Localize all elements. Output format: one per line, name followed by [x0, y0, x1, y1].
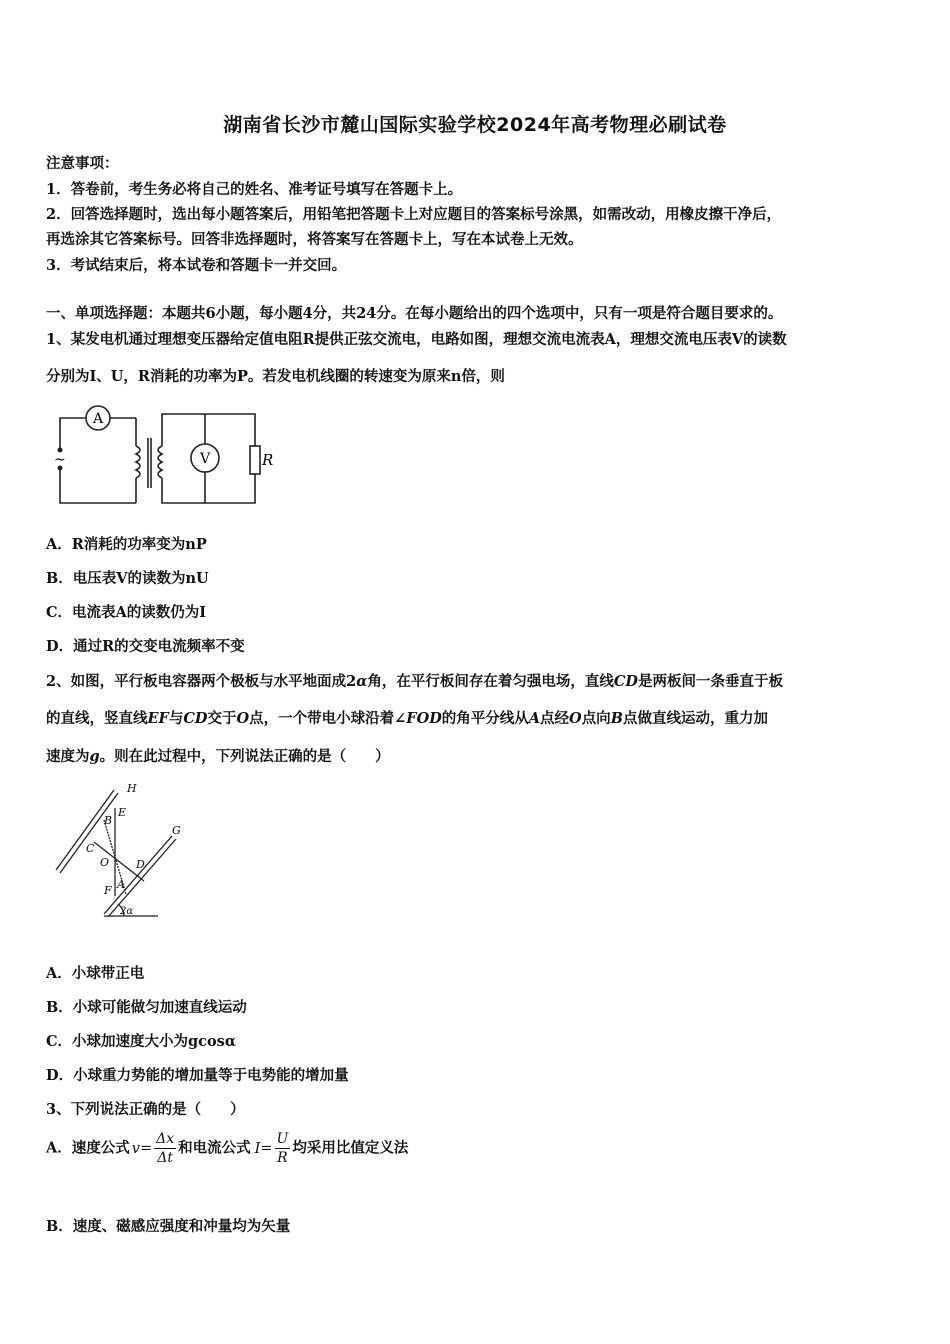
q2-text: 的直线，竖直线 [46, 710, 148, 727]
label-o: O [100, 856, 110, 869]
q2-text: 2、如图，平行板电容器两个极板与水平地面成2 [46, 673, 357, 690]
q2-text: 是两板间一条垂直于板 [637, 673, 783, 690]
q2-text: 点向 [581, 710, 611, 727]
q3-option-b: B．速度、磁感应强度和冲量均为矢量 [46, 1218, 291, 1235]
label-a: A [117, 878, 125, 891]
q2-text: 与 [168, 710, 184, 727]
page-title: 湖南省长沙市麓山国际实验学校2024年高考物理必刷试卷 [223, 114, 727, 136]
q3-stem: 3、下列说法正确的是（ ） [46, 1101, 245, 1118]
frac-numerator: U [276, 1131, 289, 1147]
frac-numerator: Δx [156, 1131, 175, 1147]
q1-option-b: B．电压表V的读数为nU [46, 570, 209, 587]
q2-ef: EF [147, 710, 169, 727]
resistor-label: R [262, 451, 274, 469]
label-e: E [118, 806, 127, 819]
notice-item: 2．回答选择题时，选出每小题答案后，用铅笔把答题卡上对应题目的答案标号涂黑，如需改动，用橡皮擦干净后， [46, 206, 782, 223]
ammeter-label: A [92, 411, 104, 427]
notice-item: 3．考试结束后，将本试卷和答题卡一并交回。 [46, 257, 347, 274]
q2-text: 点，一个带电小球沿着∠ [249, 710, 407, 727]
q2-text: 角，在平行板间存在着匀强电场，直线 [367, 673, 614, 690]
label-angle: 2α [120, 906, 134, 917]
q2-option-c: C．小球加速度大小为gcosα [46, 1033, 237, 1050]
q2-stem-line3 [46, 745, 390, 766]
q2-capacitor-figure [44, 778, 194, 928]
q3-text: 均采用比值定义法 [292, 1139, 409, 1157]
current-fraction [275, 1130, 291, 1167]
q1-option-a: A．R消耗的功率变为nP [46, 536, 207, 553]
frac-denominator: R [277, 1150, 288, 1166]
q2-text: 点经 [540, 710, 570, 727]
notice-item: 再选涂其它答案标号。回答非选择题时，将答案写在答题卡上，写在本试卷上无效。 [46, 231, 583, 248]
q1-stem-line1: 1、某发电机通过理想变压器给定值电阻R提供正弦交流电，电路如图，理想交流电流表A，理想交流电压表V的读数 [46, 331, 787, 348]
q2-text: 点做直线运动，重力加 [622, 710, 768, 727]
label-h: H [127, 782, 137, 795]
q2-a: A [528, 710, 541, 727]
q2-cd: CD [183, 710, 208, 727]
ac-source-symbol: ~ [54, 452, 66, 468]
q2-g: g [89, 748, 100, 765]
q3-equals: = [260, 1140, 273, 1157]
notice-item: 1．答卷前，考生务必将自己的姓名、准考证号填写在答题卡上。 [46, 181, 463, 198]
label-g: G [172, 824, 181, 837]
q2-stem-line1 [46, 670, 783, 691]
q2-o: O [569, 710, 582, 727]
q1-circuit-figure [50, 398, 280, 510]
frac-denominator: Δt [157, 1150, 173, 1166]
q2-stem-line2 [46, 707, 768, 728]
q2-alpha: α [356, 673, 368, 690]
q3-text: A．速度公式 [46, 1139, 130, 1157]
q3-velocity-symbol: v [131, 1140, 140, 1157]
label-c: C [86, 842, 95, 855]
section-heading: 一、单项选择题：本题共6小题，每小题4分，共24分。在每小题给出的四个选项中，只有一项是符合题目要求的。 [46, 305, 783, 322]
notice-heading: 注意事项： [46, 155, 119, 172]
q3-text: 和电流公式 [178, 1139, 251, 1157]
q1-option-c: C．电流表A的读数仍为I [46, 604, 207, 621]
label-f: F [104, 884, 112, 897]
velocity-fraction [154, 1130, 176, 1167]
q2-text: 交于 [207, 710, 237, 727]
q2-text: 速度为 [46, 748, 90, 765]
voltmeter-label: V [199, 451, 211, 467]
label-d: D [136, 858, 145, 871]
q3-current-symbol: I [254, 1140, 261, 1157]
q2-text: 的角平分线从 [441, 710, 529, 727]
q2-fod: FOD [406, 710, 442, 727]
q2-option-b: B．小球可能做匀加速直线运动 [46, 999, 247, 1016]
q1-option-d: D．通过R的交变电流频率不变 [46, 638, 245, 655]
q2-option-d: D．小球重力势能的增加量等于电势能的增加量 [46, 1067, 349, 1084]
q2-b: B [610, 710, 623, 727]
q3-equals: = [139, 1140, 153, 1157]
q3-option-a [46, 1130, 408, 1167]
q2-o: O [236, 710, 250, 727]
q2-text: 。则在此过程中，下列说法正确的是（ ） [99, 748, 390, 765]
q1-stem-line2: 分别为I、U，R消耗的功率为P。若发电机线圈的转速变为原来n倍，则 [46, 368, 505, 385]
q2-option-a: A．小球带正电 [46, 965, 145, 982]
label-b: B [104, 814, 113, 827]
q2-cd: CD [613, 673, 638, 690]
